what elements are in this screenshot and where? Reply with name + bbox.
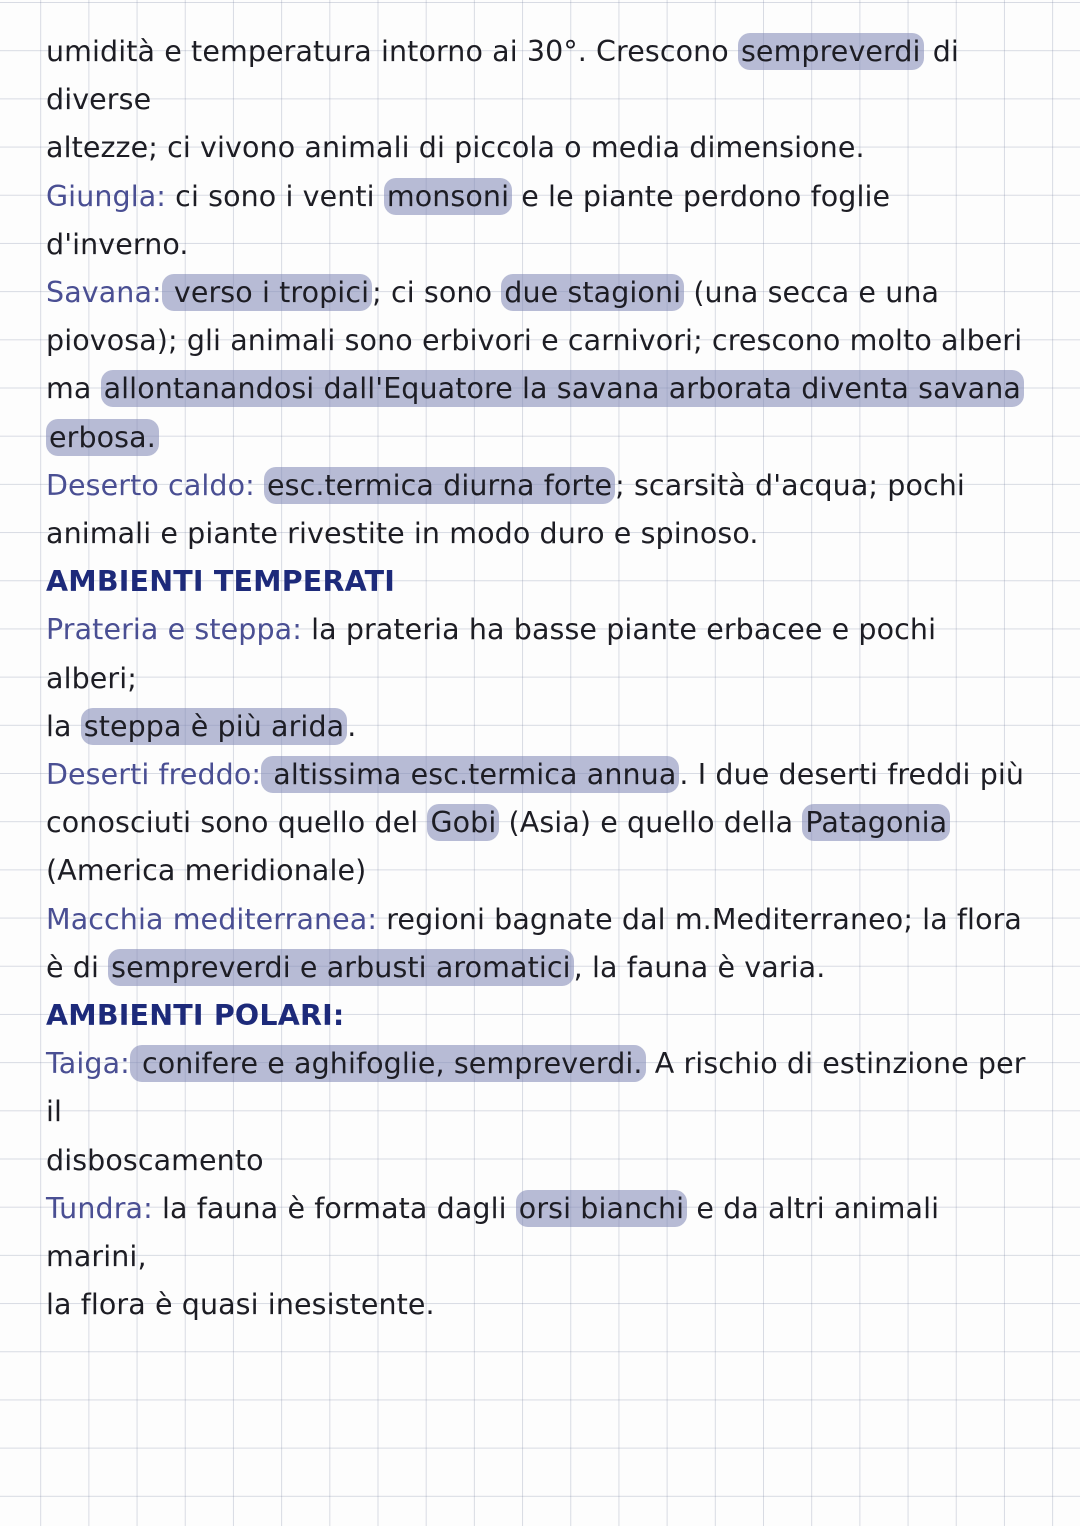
note-line bbox=[46, 510, 1036, 558]
text-segment: umidità e temperatura intorno ai 30°. Crescono bbox=[46, 35, 738, 68]
highlighted-text: Gobi bbox=[427, 804, 499, 841]
note-line bbox=[46, 944, 1036, 992]
handwritten-notes bbox=[46, 28, 1036, 1329]
term-label: Prateria e steppa: bbox=[46, 613, 302, 647]
text-segment: , la fauna è varia. bbox=[573, 950, 826, 984]
note-line bbox=[46, 847, 1036, 895]
highlighted-text: esc.termica diurna forte bbox=[264, 467, 615, 504]
highlighted-text: due stagioni bbox=[501, 274, 684, 311]
term-label: Macchia mediterranea: bbox=[46, 902, 378, 936]
note-line bbox=[46, 606, 1036, 702]
text-segment: ma bbox=[46, 372, 101, 406]
highlighted-text: orsi bianchi bbox=[516, 1190, 687, 1227]
note-line bbox=[46, 365, 1036, 413]
text-segment: la bbox=[46, 709, 81, 743]
text-segment: (America meridionale) bbox=[46, 854, 367, 888]
text-segment: . I due deserti freddi più bbox=[679, 758, 1025, 792]
note-line bbox=[46, 558, 1036, 606]
text-segment: A rischio di estinzione per il bbox=[46, 1047, 1035, 1129]
section-heading: AMBIENTI TEMPERATI bbox=[46, 565, 396, 599]
text-segment: ; scarsità d'acqua; pochi bbox=[615, 468, 965, 502]
note-line bbox=[46, 462, 1036, 510]
section-heading: AMBIENTI POLARI: bbox=[46, 999, 345, 1033]
note-line bbox=[46, 414, 1036, 462]
note-line bbox=[46, 896, 1036, 944]
note-line bbox=[46, 751, 1036, 799]
highlighted-text: monsoni bbox=[384, 178, 512, 215]
note-line bbox=[46, 28, 1036, 124]
text-segment: la fauna è formata dagli bbox=[152, 1191, 516, 1225]
note-line bbox=[46, 1040, 1036, 1136]
text-segment: disboscamento bbox=[46, 1143, 264, 1177]
note-line bbox=[46, 269, 1036, 317]
note-line bbox=[46, 799, 1036, 847]
text-segment: ci sono i venti bbox=[166, 179, 384, 213]
highlighted-text: sempreverdi bbox=[738, 33, 924, 70]
text-segment: altezze; ci vivono animali di piccola o media dimensione. bbox=[46, 131, 865, 165]
text-segment: (una secca e una bbox=[684, 276, 940, 310]
note-line bbox=[46, 173, 1036, 269]
text-segment: la flora è quasi inesistente. bbox=[46, 1288, 435, 1322]
text-segment: (Asia) e quello della bbox=[499, 806, 803, 840]
note-line bbox=[46, 317, 1036, 365]
highlighted-text: erbosa. bbox=[46, 419, 159, 456]
text-segment: ; ci sono bbox=[372, 276, 502, 310]
highlighted-text: steppa è più arida bbox=[81, 708, 347, 745]
note-line bbox=[46, 124, 1036, 172]
term-label: Savana: bbox=[46, 276, 162, 310]
note-line bbox=[46, 1185, 1036, 1281]
highlighted-text: conifere e aghifoglie, sempreverdi. bbox=[130, 1045, 646, 1082]
text-segment: conosciuti sono quello del bbox=[46, 806, 428, 840]
text-segment: e le piante perdono foglie d'inverno. bbox=[46, 179, 900, 261]
note-line bbox=[46, 992, 1036, 1040]
term-label: Taiga: bbox=[46, 1047, 130, 1081]
note-line bbox=[46, 1137, 1036, 1185]
text-segment: animali e piante rivestite in modo duro e spinoso. bbox=[46, 517, 759, 551]
highlighted-text: allontanandosi dall'Equatore la savana arborata diventa savana bbox=[101, 370, 1024, 407]
text-segment: piovosa); gli animali sono erbivori e carnivori; crescono molto alberi bbox=[46, 324, 1023, 358]
note-line bbox=[46, 703, 1036, 751]
term-label: Tundra: bbox=[46, 1191, 153, 1225]
text-segment: regioni bagnate dal m.Mediterraneo; la flora bbox=[377, 902, 1022, 936]
text-segment: di diverse bbox=[46, 35, 969, 117]
term-label: Deserti freddo: bbox=[46, 758, 262, 792]
highlighted-text: verso i tropici bbox=[162, 274, 372, 311]
highlighted-text: sempreverdi e arbusti aromatici bbox=[108, 949, 573, 986]
term-label: Giungla: bbox=[46, 179, 167, 213]
highlighted-text: altissima esc.termica annua bbox=[261, 756, 679, 793]
text-segment: . bbox=[347, 709, 357, 743]
text-segment: la prateria ha basse piante erbacee e pochi alberi; bbox=[46, 613, 946, 695]
term-label: Deserto caldo: bbox=[46, 468, 255, 502]
text-segment: è di bbox=[46, 950, 109, 984]
note-line bbox=[46, 1281, 1036, 1329]
highlighted-text: Patagonia bbox=[802, 804, 950, 841]
text-segment: e da altri animali marini, bbox=[46, 1191, 949, 1274]
text-segment bbox=[255, 469, 264, 502]
